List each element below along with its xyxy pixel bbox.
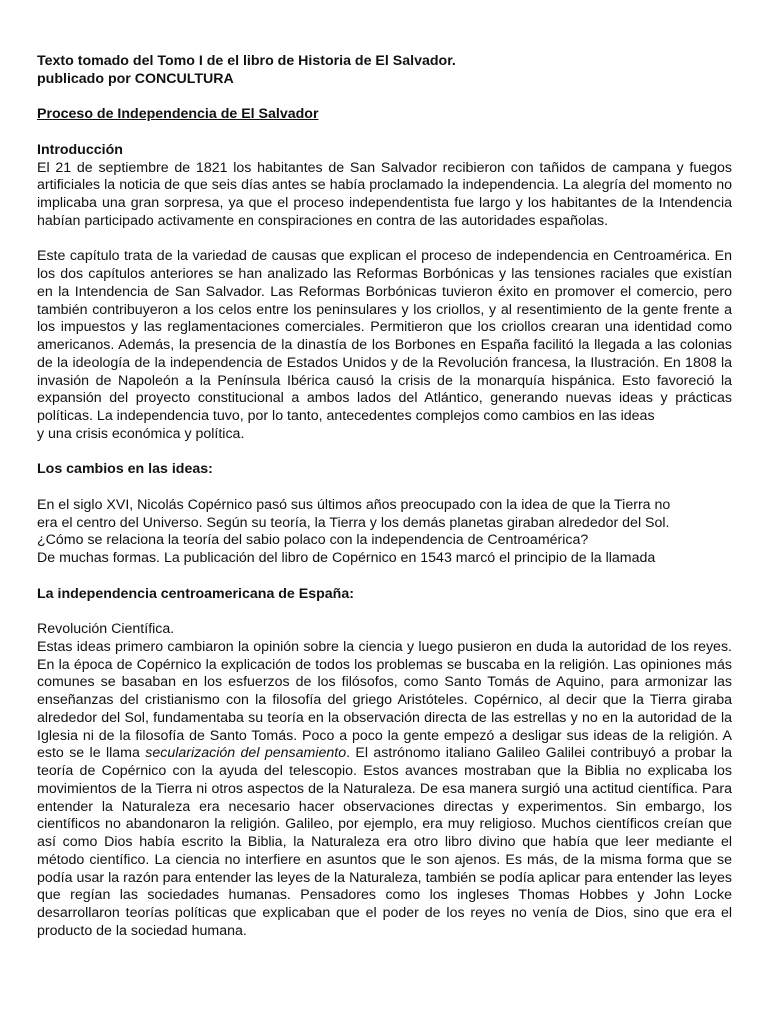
ideas-heading: Los cambios en las ideas: [37, 461, 213, 478]
copernico-line-2: era el centro del Universo. Según su teoría, la Tierra y los demás planetas giraban alrededor del Sol. [37, 514, 670, 531]
document-page [37, 53, 732, 941]
intro-heading: Introducción [37, 141, 123, 158]
intro-paragraph: El 21 de septiembre de 1821 los habitantes de San Salvador recibieron con tañidos de campana y fuegos artificiales la noticia de que seis días antes se había proclamado la independencia. La alegría del momento no implicaba una gran sorpresa, ya que el proceso independentista fue largo y los habitantes de la Intendencia habían participado activamente en conspiraciones en contra de las autoridades españolas. [37, 159, 732, 229]
spacer [37, 124, 732, 142]
secularization-term: secularización del pensamiento [145, 745, 347, 762]
chapter-paragraph: Este capítulo trata de la variedad de causas que explican el proceso de independencia en Centroamérica. En los dos capítulos anteriores se han analizado las Reformas Borbónicas y las tensiones raciales que existían en la Intendencia de San Salvador. Las Reformas Borbónicas tuvieron éxito en promover el comercio, pero también contribuyeron a los celos entre los peninsulares y los criollos, y al resentimiento de la gente frente a los impuestos y las reglamentaciones comerciales. Permitieron que los criollos crearan una identidad como americanos. Además, la presencia de la dinastía de los Borbones en España facilitó la llegada a las colonias de la ideología de la independencia de Estados Unidos y de la Revolución francesa, la Ilustración. En 1808 la invasión de Napoleón a la Península Ibérica causó la crisis de la monarquía hispánica. Esto favoreció la expansión del proyecto constitucional a ambos lados del Atlántico, generando nuevas ideas y prácticas políticas. La independencia tuvo, por lo tanto, antecedentes complejos como cambios en las ideas [37, 248, 732, 424]
source-line-2: publicado por CONCULTURA [37, 70, 234, 87]
copernico-line-3: ¿Cómo se relaciona la teoría del sabio polaco con la independencia de Centroamérica? [37, 532, 589, 549]
copernico-line-4: De muchas formas. La publicación del libro de Copérnico en 1543 marcó el principio de la llamada [37, 550, 656, 566]
spacer [37, 603, 732, 621]
spacer [37, 231, 732, 249]
source-line-1: Texto tomado del Tomo I de el libro de Historia de El Salvador. [37, 53, 456, 69]
spacer [37, 479, 732, 497]
spacer [37, 568, 732, 586]
revolution-line: Revolución Científica. [37, 621, 175, 637]
chapter-paragraph-tail: y una crisis económica y política. [37, 425, 245, 442]
science-paragraph-part-a: Estas ideas primero cambiaron la opinión sobre la ciencia y luego pusieron en duda la autoridad de los reyes. En la época de Copérnico la explicación de todos los problemas se buscaba en la religión. Las opiniones más comunes se basaban en los esfuerzos de los filósofos, como Santo Tomás de Aquino, para armonizar las enseñanzas del cristianismo con la filosofía del griego Aristóteles. Copérnico, al decir que la Tierra giraba alrededor del Sol, fundamentaba su teoría en la observación directa de las estrellas y no en la autoridad de la Iglesia ni de la filosofía de Santo Tomás. Poco a poco la gente empezó a desligar sus ideas de la religión. A esto se le llama [37, 638, 732, 762]
copernico-line-1: En el siglo XVI, Nicolás Copérnico pasó sus últimos años preocupado con la idea de que la Tierra no [37, 496, 671, 513]
spacer [37, 89, 732, 107]
independence-heading: La independencia centroamericana de España: [37, 585, 354, 602]
document-title: Proceso de Independencia de El Salvador [37, 106, 319, 123]
science-paragraph-part-b: . El astrónomo italiano Galileo Galilei contribuyó a probar la teoría de Copérnico con la ayuda del telescopio. Estos avances mostraban que la Biblia no explicaba los movimientos de la Tierra ni otros aspectos de la Naturaleza. De esa manera surgió una actitud científica. Para entender la Naturaleza era necesario hacer observaciones directas y experimentos. Sin embargo, los científicos no abandonaron la religión. Galileo, por ejemplo, era muy religioso. Muchos científicos creían que así como Dios había escrito la Biblia, la Naturaleza era otro libro divino que había que leer mediante el método científico. La ciencia no interfiere en asuntos que le son ajenos. Es más, de la misma forma que se podía usar la razón para entender las leyes de la Naturaleza, también se podía aplicar para entender las leyes que regían las sociedades humanas. Pensadores como los ingleses Thomas Hobbes y John Locke desarrollaron teorías políticas que explicaban que el poder de los reyes no venía de Dios, sino que era el producto de la sociedad humana. [37, 745, 733, 939]
science-paragraph [37, 639, 732, 941]
spacer [37, 444, 732, 462]
